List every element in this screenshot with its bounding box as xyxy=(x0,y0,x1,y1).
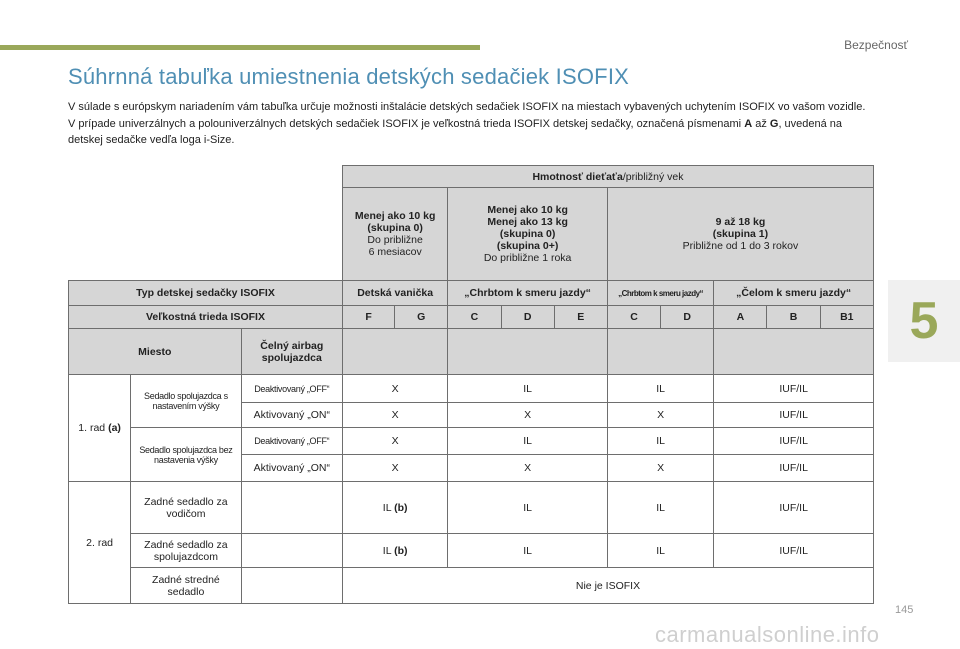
row-2-label: 2. rad xyxy=(69,482,131,604)
cell-value: IUF/IL xyxy=(714,375,874,403)
weight-header-row xyxy=(69,166,874,188)
size-class: G xyxy=(395,306,448,329)
type-carrycot: Detská vanička xyxy=(342,281,447,306)
cell-value: IL xyxy=(448,428,608,455)
cell-value: IL xyxy=(607,375,713,403)
cell-value: X xyxy=(342,428,447,455)
size-label: Veľkostná trieda ISOFIX xyxy=(69,306,343,329)
cell-value: IL (b) xyxy=(342,534,447,568)
intro-text xyxy=(68,99,868,149)
section-title: Bezpečnosť xyxy=(844,38,908,52)
table-row xyxy=(69,375,874,403)
seat-passenger-no-height-adjust: Sedadlo spolujazdca bez nastavenia výšky xyxy=(131,428,241,482)
size-class: C xyxy=(607,306,660,329)
table-row xyxy=(69,482,874,534)
size-class: E xyxy=(554,306,607,329)
type-forward-facing: „Čelom k smeru jazdy“ xyxy=(714,281,874,306)
cell-value: IL xyxy=(607,534,713,568)
cell-value: IUF/IL xyxy=(714,534,874,568)
cell-value: IL xyxy=(607,482,713,534)
seat-rear-middle: Zadné stredné sedadlo xyxy=(131,568,241,604)
group-0: Menej ako 10 kg (skupina 0) Do približne 6 mesiacov xyxy=(342,188,447,281)
cell-value: X xyxy=(448,403,608,428)
size-class: B xyxy=(767,306,820,329)
cell-value: IL xyxy=(607,428,713,455)
cell-value: X xyxy=(448,455,608,482)
intro-paragraph-2: V prípade univerzálnych a polouniverzálnych detských sedačiek ISOFIX je veľkostná trieda ISOFIX detskej sedačky, označená písmenami A až G, uvedená na detskej sedačke vedľa loga i-Size. xyxy=(68,117,843,146)
cell-value: IL (b) xyxy=(342,482,447,534)
cell-value: X xyxy=(342,375,447,403)
cell-value: IUF/IL xyxy=(714,403,874,428)
airbag-on: Aktivovaný „ON“ xyxy=(241,455,342,482)
chapter-tab: 5 xyxy=(888,280,960,362)
weight-header: Hmotnosť dieťaťa/približný vek xyxy=(342,166,873,188)
airbag-off: Deaktivovaný „OFF“ xyxy=(241,375,342,403)
table-row xyxy=(69,428,874,455)
watermark: carmanualsonline.info xyxy=(655,622,880,647)
table-row xyxy=(69,534,874,568)
size-class: B1 xyxy=(820,306,873,329)
type-row xyxy=(69,281,874,306)
seat-passenger-height-adjust: Sedadlo spolujazdca s nastavením výšky xyxy=(131,375,241,428)
type-label: Typ detskej sedačky ISOFIX xyxy=(69,281,343,306)
size-class: D xyxy=(501,306,554,329)
size-class: D xyxy=(661,306,714,329)
cell-value: X xyxy=(607,455,713,482)
size-class: F xyxy=(342,306,394,329)
seat-rear-driver: Zadné sedadlo za vodičom xyxy=(131,482,241,534)
airbag-label: Čelný airbag spolujazdca xyxy=(241,329,342,375)
type-rear-facing-1: „Chrbtom k smeru jazdy“ xyxy=(607,281,713,306)
size-class: C xyxy=(448,306,501,329)
row-1-label: 1. rad (a) xyxy=(69,375,131,482)
cell-value: IUF/IL xyxy=(714,428,874,455)
table-row xyxy=(69,568,874,604)
cell-value: X xyxy=(342,403,447,428)
cell-value: X xyxy=(607,403,713,428)
intro-paragraph-1: V súlade s európskym nariadením vám tabuľka určuje možnosti inštalácie detských sedačiek ISOFIX na miestach vybavených uchytením ISOFIX vo vašom vozidle. xyxy=(68,101,866,113)
cell-value: IUF/IL xyxy=(714,455,874,482)
airbag-off: Deaktivovaný „OFF“ xyxy=(241,428,342,455)
seat-rear-passenger: Zadné sedadlo za spolujazdcom xyxy=(131,534,241,568)
page-number: 145 xyxy=(895,604,914,616)
page-title: Súhrnná tabuľka umiestnenia detských sedačiek ISOFIX xyxy=(68,64,630,89)
size-class: A xyxy=(714,306,767,329)
cell-value: Nie je ISOFIX xyxy=(342,568,873,604)
header-accent-bar xyxy=(0,45,480,50)
type-rear-facing-0plus: „Chrbtom k smeru jazdy“ xyxy=(448,281,608,306)
place-label: Miesto xyxy=(69,329,242,375)
place-header-row xyxy=(69,329,874,375)
cell-value: X xyxy=(342,455,447,482)
cell-value: IL xyxy=(448,534,608,568)
group-0plus: Menej ako 10 kg Menej ako 13 kg (skupina 0) (skupina 0+) Do približne 1 roka xyxy=(448,188,608,281)
isofix-table xyxy=(68,165,874,604)
group-1: 9 až 18 kg (skupina 1) Približne od 1 do 3 rokov xyxy=(607,188,873,281)
cell-value: IL xyxy=(448,482,608,534)
cell-value: IUF/IL xyxy=(714,482,874,534)
cell-value: IL xyxy=(448,375,608,403)
size-row xyxy=(69,306,874,329)
airbag-on: Aktivovaný „ON“ xyxy=(241,403,342,428)
